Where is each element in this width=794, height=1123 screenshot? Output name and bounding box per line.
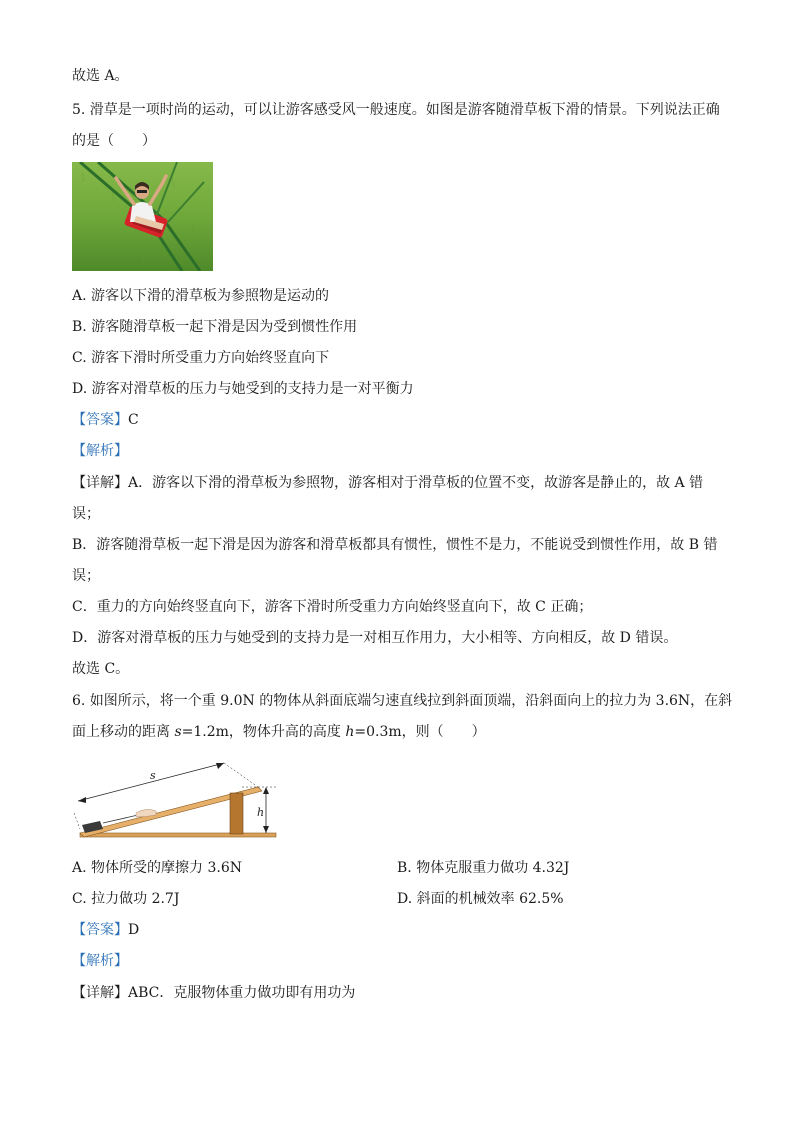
q5-option-b: B. 游客随滑草板一起下滑是因为受到惯性作用: [72, 319, 358, 335]
q5-conclusion: 故选 C。: [72, 661, 130, 677]
detail-text: A．游客以下滑的滑草板为参照物，游客相对于滑草板的位置不变，故游客是静止的，故 A 错: [128, 475, 704, 491]
q5-detail-line: C．重力的方向始终竖直向下，游客下滑时所受重力方向始终竖直向下，故 C 正确；: [72, 599, 593, 615]
stem-text: 面上移动的距离: [72, 724, 175, 740]
answer-value: C: [128, 412, 139, 428]
var-h: h: [345, 724, 355, 740]
q5-analysis-tag: 【解析】: [72, 443, 128, 459]
grass-sledding-photo: [72, 162, 213, 271]
q5-option-d: D. 游客对滑草板的压力与她受到的支持力是一对平衡力: [72, 381, 414, 397]
diagram-label-s: s: [150, 769, 156, 782]
q6-option-d: D. 斜面的机械效率 62.5%: [397, 891, 564, 907]
q5-stem-line2: 的是（ ）: [72, 133, 156, 149]
q4-conclusion: 故选 A。: [72, 68, 129, 84]
diagram-label-h: h: [257, 806, 265, 819]
q6-option-c: C. 拉力做功 2.7J: [72, 891, 180, 907]
q5-option-c: C. 游客下滑时所受重力方向始终竖直向下: [72, 350, 330, 366]
q6-detail-line: [72, 983, 355, 1003]
answer-tag: 【答案】: [72, 922, 128, 938]
q5-detail-line: [72, 473, 703, 493]
stem-text: =0.3m，则（ ）: [354, 724, 486, 740]
detail-text: ABC．克服物体重力做功即有用功为: [128, 985, 356, 1001]
q6-option-b: B. 物体克服重力做功 4.32J: [397, 860, 570, 876]
detail-tag: 【详解】: [72, 475, 128, 491]
q5-option-a: A. 游客以下滑的滑草板为参照物是运动的: [72, 288, 330, 304]
answer-value: D: [128, 922, 140, 938]
detail-tag: 【详解】: [72, 985, 128, 1001]
q5-answer: [72, 410, 139, 430]
q6-answer: [72, 920, 139, 940]
var-s: s: [174, 724, 182, 740]
q6-analysis-tag: 【解析】: [72, 953, 128, 969]
q5-detail-line: 误；: [72, 568, 100, 584]
q5-stem-line1: 5. 滑草是一项时尚的运动，可以让游客感受风一般速度。如图是游客随滑草板下滑的情景。下列说法正确: [72, 102, 720, 118]
q6-stem-line1: 6. 如图所示，将一个重 9.0N 的物体从斜面底端匀速直线拉到斜面顶端，沿斜面向上的拉力为 3.6N，在斜: [72, 693, 733, 709]
answer-tag: 【答案】: [72, 412, 128, 428]
q6-stem-line2: [72, 722, 486, 742]
q5-detail-line: B．游客随滑草板一起下滑是因为游客和滑草板都具有惯性，惯性不是力，不能说受到惯性作用，故 B 错: [72, 537, 718, 553]
q5-detail-line: D．游客对滑草板的压力与她受到的支持力是一对相互作用力，大小相等、方向相反，故 D 错误。: [72, 630, 678, 646]
q5-detail-line: 误；: [72, 506, 100, 522]
q6-option-a: A. 物体所受的摩擦力 3.6N: [72, 860, 242, 876]
incline-diagram: [72, 757, 280, 843]
stem-text: =1.2m，物体升高的高度: [181, 724, 346, 740]
